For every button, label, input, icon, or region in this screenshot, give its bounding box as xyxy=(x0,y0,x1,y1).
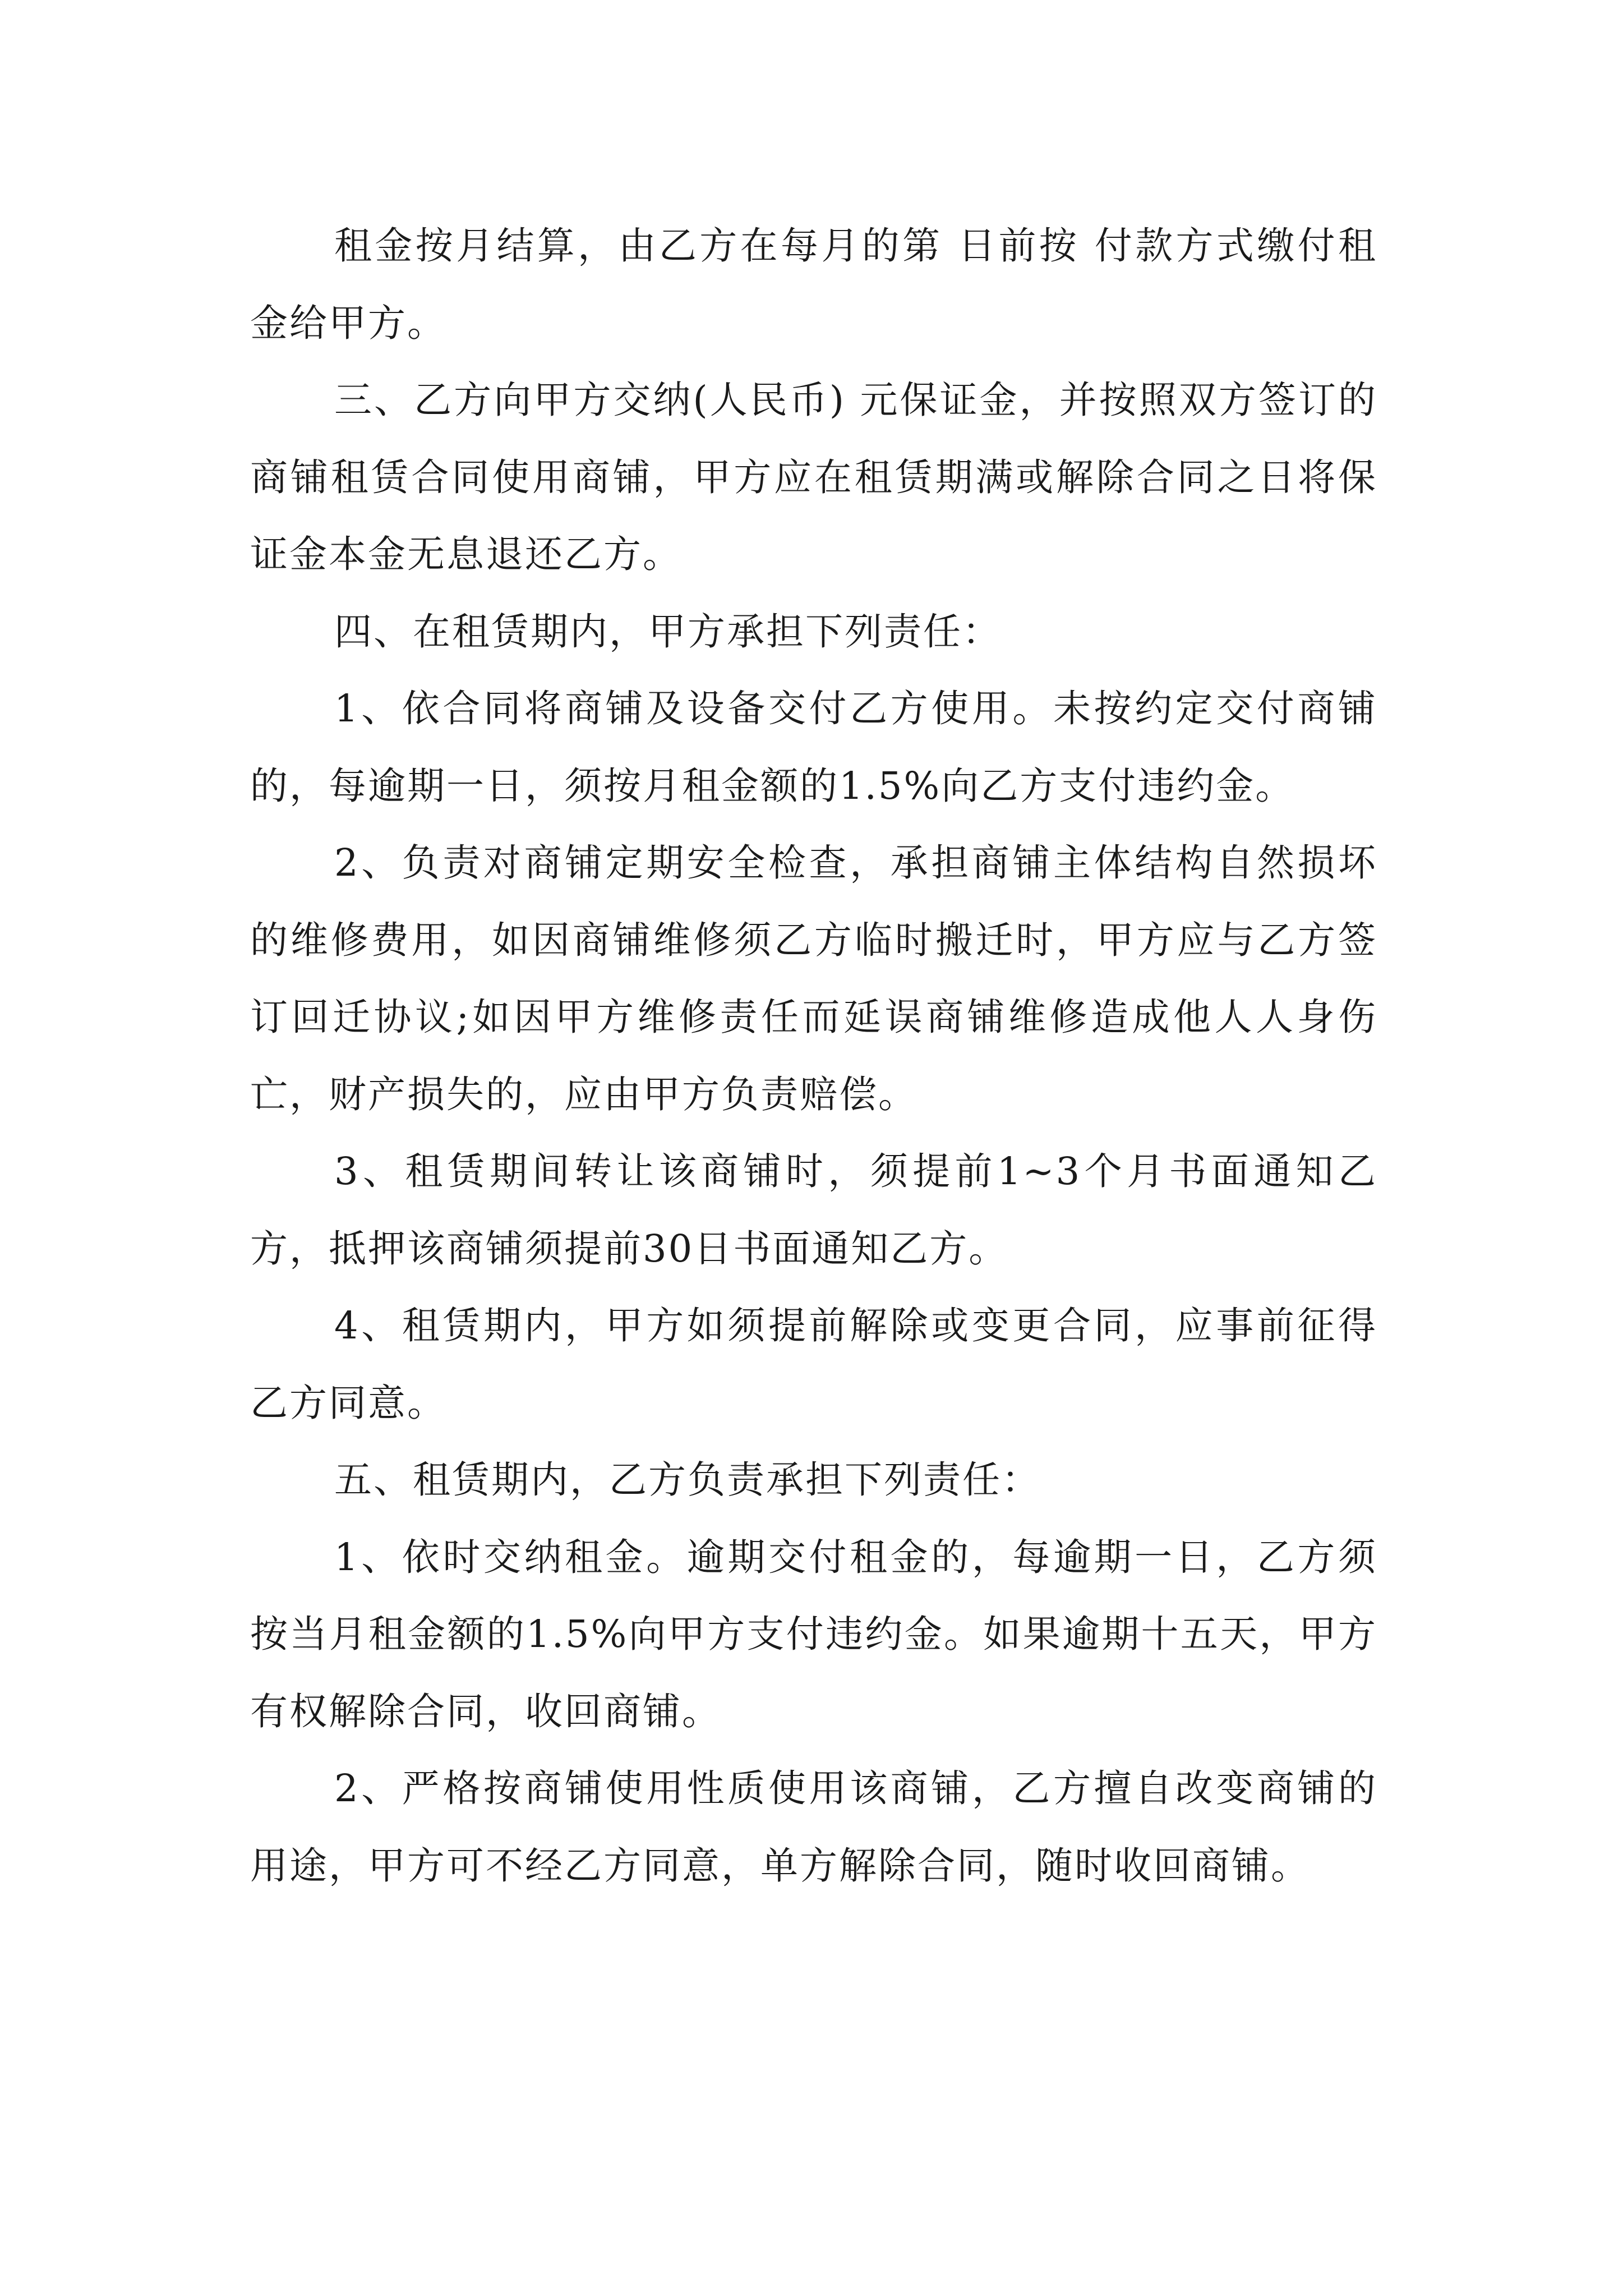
paragraph-party-a-item-3: 3、租赁期间转让该商铺时，须提前1~3个月书面通知乙方，抵押该商铺须提前30日书面通知乙方。 xyxy=(250,1149,1377,1271)
paragraph-party-b-item-2: 2、严格按商铺使用性质使用该商铺，乙方擅自改变商铺的用途，甲方可不经乙方同意，单方解除合同，随时收回商铺。 xyxy=(250,1766,1377,1888)
paragraph-party-a-item-4: 4、租赁期内，甲方如须提前解除或变更合同，应事前征得乙方同意。 xyxy=(250,1304,1377,1425)
paragraph-party-a-item-1: 1、依合同将商铺及设备交付乙方使用。未按约定交付商铺的，每逾期一日，须按月租金额的1.5%向乙方支付违约金。 xyxy=(250,687,1377,808)
paragraph-party-b-heading: 五、租赁期内，乙方负责承担下列责任： xyxy=(334,1458,1041,1502)
paragraph-rent-settlement: 租金按月结算，由乙方在每月的第 日前按 付款方式缴付租金给甲方。 xyxy=(250,224,1377,345)
document-body xyxy=(250,208,1377,1904)
paragraph-deposit: 三、乙方向甲方交纳(人民币) 元保证金，并按照双方签订的商铺租赁合同使用商铺，甲方应在租赁期满或解除合同之日将保证金本金无息退还乙方。 xyxy=(250,378,1377,576)
paragraph-party-a-heading: 四、在租赁期内，甲方承担下列责任： xyxy=(334,609,1002,654)
paragraph-party-b-item-1: 1、依时交纳租金。逾期交付租金的，每逾期一日，乙方须按当月租金额的1.5%向甲方支付违约金。如果逾期十五天，甲方有权解除合同，收回商铺。 xyxy=(250,1535,1377,1733)
paragraph-party-a-item-2: 2、负责对商铺定期安全检查，承担商铺主体结构自然损坏的维修费用，如因商铺维修须乙方临时搬迁时，甲方应与乙方签订回迁协议;如因甲方维修责任而延误商铺维修造成他人人身伤亡，财产损失的，应由甲方负责赔偿。 xyxy=(250,841,1377,1116)
